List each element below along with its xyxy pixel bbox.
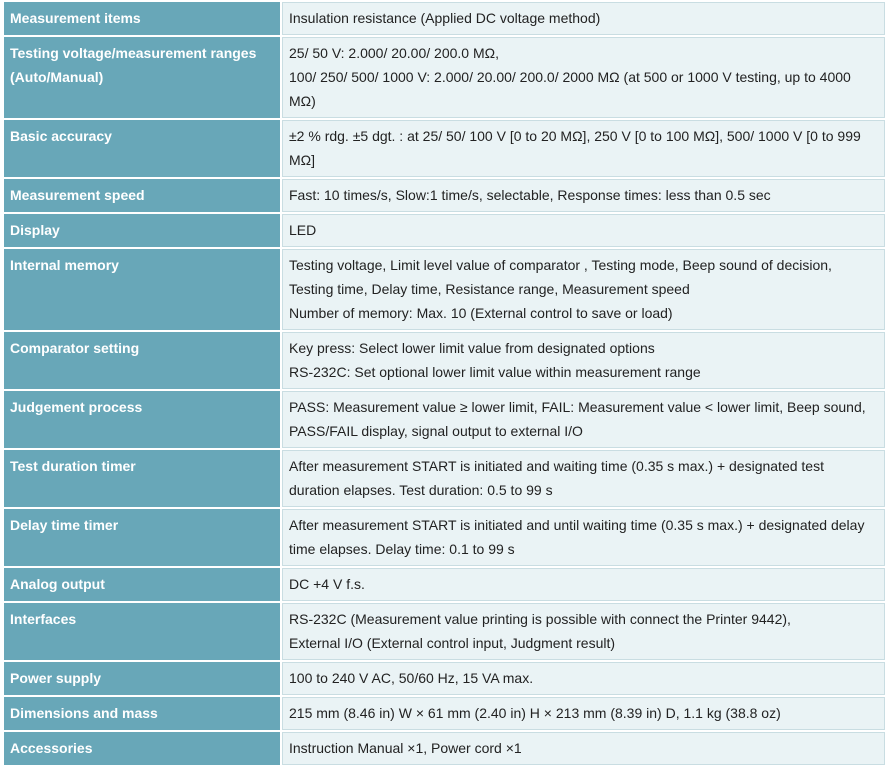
row-label: Basic accuracy [4,120,280,177]
row-value [282,662,885,695]
value-line: 215 mm (8.46 in) W × 61 mm (2.40 in) H × 213 mm (8.39 in) D, 1.1 kg (38.8 oz) [289,705,781,721]
row-label: Display [4,214,280,247]
value-line: DC +4 V f.s. [289,576,365,592]
table-row [4,120,885,177]
row-value [282,391,885,448]
value-line: Number of memory: Max. 10 (External control to save or load) [289,305,673,321]
spec-table-body [4,2,885,765]
row-value [282,179,885,212]
row-value [282,603,885,660]
table-row [4,450,885,507]
table-row [4,568,885,601]
row-value [282,568,885,601]
value-line: Fast: 10 times/s, Slow:1 time/s, selectable, Response times: less than 0.5 sec [289,187,771,203]
table-row [4,37,885,118]
value-line: Insulation resistance (Applied DC voltage method) [289,10,601,26]
row-label: Judgement process [4,391,280,448]
row-label: Comparator setting [4,332,280,389]
value-line: Testing voltage, Limit level value of comparator , Testing mode, Beep sound of decision, Testing time, Delay time, Resistance range, Measurement speed [289,257,832,297]
table-row [4,732,885,765]
row-value [282,37,885,118]
table-row [4,509,885,566]
row-label: Measurement items [4,2,280,35]
row-value [282,249,885,330]
row-value [282,214,885,247]
value-line: RS-232C (Measurement value printing is possible with connect the Printer 9442), [289,611,791,627]
row-label: Measurement speed [4,179,280,212]
row-value [282,732,885,765]
value-line: External I/O (External control input, Judgment result) [289,635,616,651]
row-label: Testing voltage/measurement ranges (Auto/Manual) [4,37,280,118]
value-line: Key press: Select lower limit value from designated options [289,340,655,356]
table-row [4,603,885,660]
row-value [282,332,885,389]
value-line: LED [289,222,317,238]
table-row [4,2,885,35]
spec-table [2,0,887,767]
table-row [4,662,885,695]
row-label: Accessories [4,732,280,765]
row-label: Delay time timer [4,509,280,566]
row-value [282,509,885,566]
row-label: Test duration timer [4,450,280,507]
value-line: 100/ 250/ 500/ 1000 V: 2.000/ 20.00/ 200.0/ 2000 MΩ (at 500 or 1000 V testing, up to 4000 MΩ) [289,69,851,109]
row-label: Power supply [4,662,280,695]
value-line: After measurement START is initiated and until waiting time (0.35 s max.) + designated delay time elapses. Delay time: 0.1 to 99 s [289,517,865,557]
table-row [4,214,885,247]
value-line: PASS: Measurement value ≥ lower limit, FAIL: Measurement value < lower limit, Beep sound, PASS/FAIL display, signal output to external I/O [289,399,866,439]
row-label: Internal memory [4,249,280,330]
table-row [4,391,885,448]
row-value [282,2,885,35]
row-label: Dimensions and mass [4,697,280,730]
value-line: 100 to 240 V AC, 50/60 Hz, 15 VA max. [289,670,534,686]
table-row [4,697,885,730]
table-row [4,332,885,389]
table-row [4,249,885,330]
row-value [282,450,885,507]
row-label: Interfaces [4,603,280,660]
row-value [282,120,885,177]
value-line: Instruction Manual ×1, Power cord ×1 [289,740,522,756]
row-value [282,697,885,730]
value-line: After measurement START is initiated and waiting time (0.35 s max.) + designated test duration elapses. Test duration: 0.5 to 99 s [289,458,824,498]
value-line: 25/ 50 V: 2.000/ 20.00/ 200.0 MΩ, [289,45,499,61]
value-line: RS-232C: Set optional lower limit value within measurement range [289,364,701,380]
value-line: ±2 % rdg. ±5 dgt. : at 25/ 50/ 100 V [0 to 20 MΩ], 250 V [0 to 100 MΩ], 500/ 1000 V [0 to 999 MΩ] [289,128,861,168]
row-label: Analog output [4,568,280,601]
table-row [4,179,885,212]
